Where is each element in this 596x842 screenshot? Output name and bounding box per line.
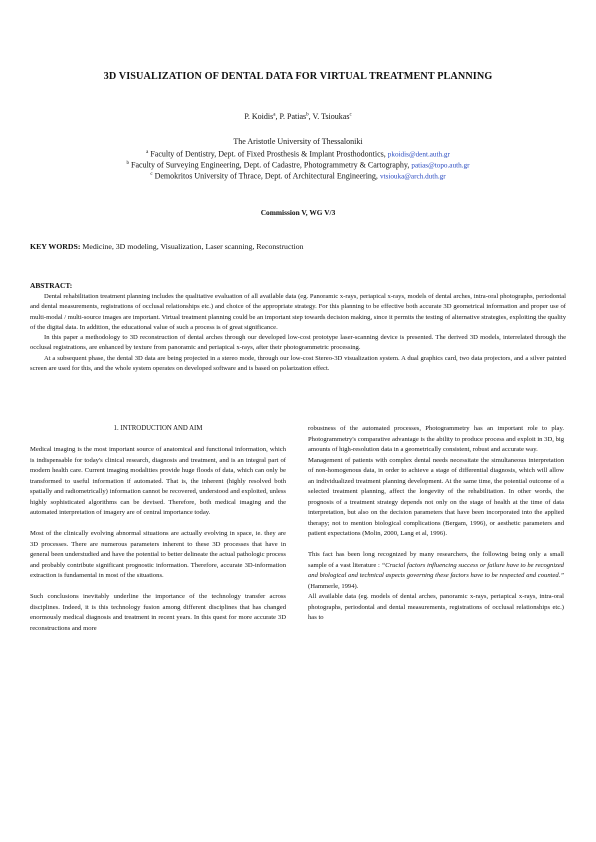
author-sup: a bbox=[273, 112, 276, 118]
abstract-paragraph: In this paper a methodology to 3D reconstruction of dental arches through our developed low-cost prototype laser-scanning device is presented. The derived 3D models, interrelated through the occlusal registrations, are enhanced by texture from panoramic and periapical x-rays, after their photogrammetric processing. bbox=[30, 334, 566, 352]
body-paragraph-quote bbox=[308, 550, 564, 592]
affiliation-c bbox=[30, 169, 566, 183]
affiliation-text: Demokritos University of Thrace, Dept. of Architectural Engineering, bbox=[152, 171, 380, 181]
keywords-text: Medicine, 3D modeling, Visualization, Laser scanning, Reconstruction bbox=[80, 242, 304, 251]
email-link[interactable]: patias@topo.auth.gr bbox=[411, 161, 470, 170]
author-name: P. Patias bbox=[279, 112, 307, 121]
quote-text: “Crucial factors influencing success or failure have to be recognized and biological and technical aspects governing these factors have to be respected and counted.” bbox=[308, 561, 564, 579]
author-name: P. Koidis bbox=[244, 112, 274, 121]
body-paragraph: Such conclusions inevitably underline the importance of the technology transfer across disciplines. Indeed, it is this technology fusion among different disciplines that has changed enormously medical diagnosis and treatment in recent years. In this quest for more accurate 3D reconstructions and more bbox=[30, 593, 286, 632]
body-paragraph: All available data (eg. models of dental arches, panoramic x-rays, periapical x-rays, intra-oral photographs, periodontal and dental measurements, registrations of occlusal relationships etc.) has to bbox=[308, 593, 564, 621]
abstract-paragraph: At a subsequent phase, the dental 3D data are being projected in a stereo mode, through our low-cost Stereo-3D visualization system. A dual graphics card, two data projectors, and a silver painted screen are used for this, and the whole system operates on developed software and is based on polarization effect. bbox=[30, 354, 566, 373]
keywords bbox=[30, 242, 304, 251]
abstract-body bbox=[30, 292, 566, 374]
body-paragraph: Management of patients with complex dental needs necessitate the simultaneous interpretation of non-homogenous data, in order to achieve a stage of differential diagnosis, which will allow an individualized treatment planning development. At the same time, the potential outcome of a selected treatment planning, affect the longevity of the rehabilitation. In other words, the prognosis of a treatment strategy depends not only on the stage of health at the time of data interpretation, but also on the decision parameters that have been incorporated into the applied therapy; not to mention biological complications (Bergam, 1996), or aesthetic parameters and patient expectations (Molin, 2000, Lang et al, 1996). bbox=[308, 456, 564, 537]
commission-label: Commission V, WG V/3 bbox=[260, 208, 336, 217]
affiliation-text: Faculty of Surveying Engineering, Dept. of Cadastre, Photogrammetry & Cartography, bbox=[129, 160, 412, 170]
abstract-paragraph: Dental rehabilitation treatment planning includes the qualitative evaluation of all available data (eg. Panoramic x-rays, periapical x-rays, models of dental arches, intra-oral photographs, periodontal and dental measurements, registrations of occlusal relationships etc.) and choice of the appropriate strategy. For this planning to be effective both accurate 3D geometrical information and proper use of multi-modal / multi-source images are important. Virtual treatment planning could be an important step towards decision making, since it permits the testing of alternative strategies, exploiting the quality of the digital data. In addition, the educational value of such a process is of great significance. bbox=[30, 293, 566, 331]
author-separator: , bbox=[308, 112, 313, 121]
affiliation-text: Faculty of Dentistry, Dept. of Fixed Prosthesis & Implant Prosthodontics, bbox=[148, 149, 388, 159]
author-separator: , bbox=[275, 112, 280, 121]
email-link[interactable]: pkoidis@dent.auth.gr bbox=[387, 150, 450, 159]
paper-title: 3D VISUALIZATION OF DENTAL DATA FOR VIRTUAL TREATMENT PLANNING bbox=[103, 71, 493, 82]
email-link[interactable]: vtsiouka@arch.duth.gr bbox=[379, 172, 446, 181]
author-sup: b bbox=[306, 112, 309, 118]
author-line bbox=[40, 112, 556, 121]
author-sup: c bbox=[349, 112, 352, 118]
left-column bbox=[30, 445, 286, 634]
keywords-label: KEY WORDS: bbox=[30, 242, 81, 251]
section-heading: 1. INTRODUCTION AND AIM bbox=[113, 425, 203, 432]
quote-lead: This fact has been long recognized by many researchers, the following being only a small sample of a vast literature : bbox=[308, 551, 564, 569]
affiliation-university: The Aristotle University of Thessaloniki bbox=[233, 137, 363, 146]
body-paragraph: robustness of the automated processes, Photogrammetry has an important role to play. Photogrammetry's comparative advantage is the ability to produce process and exploit in 3D, big amounts of high-resolution data in a geometrically consistent, robust and accurate way. bbox=[308, 425, 564, 453]
affiliation-sup: c bbox=[150, 172, 153, 177]
affiliation-sup: b bbox=[126, 161, 130, 166]
right-column bbox=[308, 424, 564, 624]
body-paragraph: Medical imaging is the most important source of anatomical and functional information, which is indispensable for today's clinical research, diagnosis and treatment, and is an integral part of modern health care. Current imaging modalities provide huge floods of data, which can only be transformed to useful information if automated. That is, the inherent (highly resolved both spatially and radiometrically) information cannot be recovered, understood and exploited, unless highly sophisticated algorithms can be devised. Therefore, both medical imaging and the automated interpretation of imagery are of central importance today. bbox=[30, 446, 286, 516]
abstract-heading: ABSTRACT: bbox=[30, 281, 73, 290]
author-name: V. Tsioukas bbox=[312, 112, 350, 121]
affiliation-sup: a bbox=[146, 150, 149, 155]
quote-citation: (Hammerle, 1994). bbox=[308, 582, 359, 590]
body-paragraph: Most of the clinically evolving abnormal situations are actually evolving in space, ie. they are 3D processes. There are numerous parameters inherent to these 3D processes that have in general been understudied and have the potential to better delineate the actual pathologic process and probably contribute significant prognostic information. Therefore, accurate 3D-information extraction is fundamental in most of the situations. bbox=[30, 530, 286, 579]
